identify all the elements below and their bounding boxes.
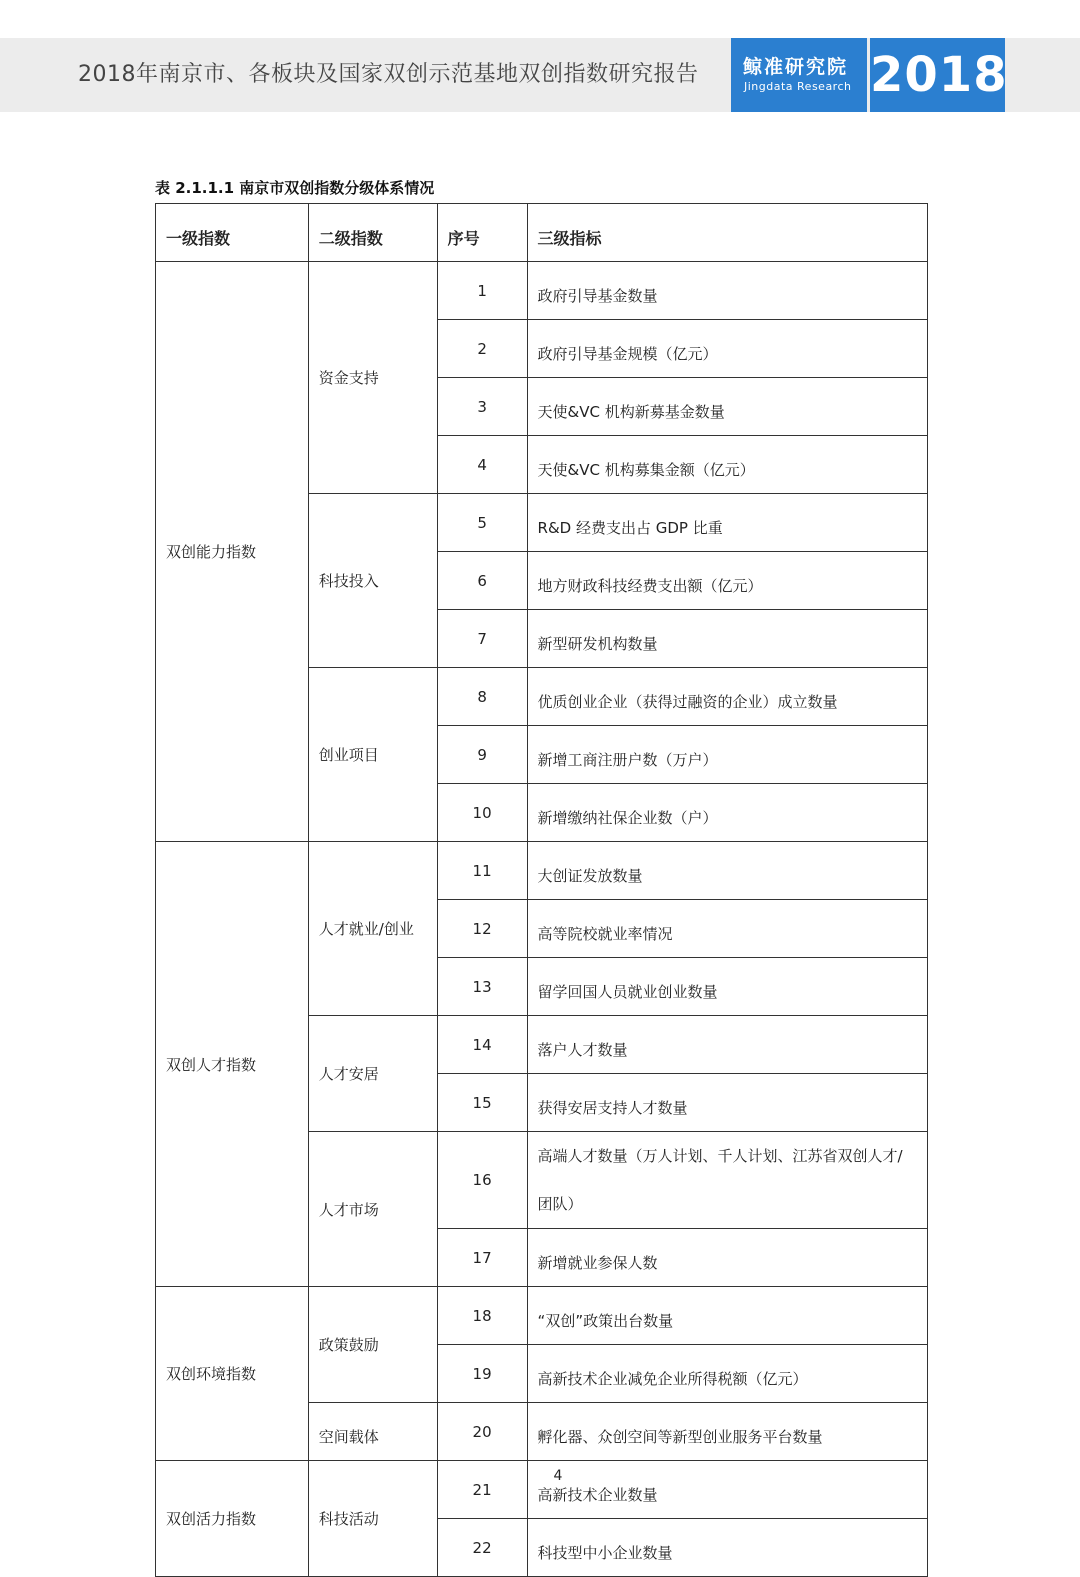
seq-cell: 13	[437, 958, 527, 1016]
level3-cell: 新增缴纳社保企业数（户）	[527, 784, 927, 842]
level1-cell: 双创人才指数	[156, 842, 309, 1287]
level1-cell: 双创活力指数	[156, 1461, 309, 1577]
seq-cell: 11	[437, 842, 527, 900]
level3-cell: R&D 经费支出占 GDP 比重	[527, 494, 927, 552]
seq-cell: 3	[437, 378, 527, 436]
seq-cell: 5	[437, 494, 527, 552]
seq-cell: 14	[437, 1016, 527, 1074]
level3-cell: 孵化器、众创空间等新型创业服务平台数量	[527, 1403, 927, 1461]
seq-cell: 22	[437, 1519, 527, 1577]
table-row	[156, 1287, 928, 1345]
seq-cell: 7	[437, 610, 527, 668]
seq-cell: 12	[437, 900, 527, 958]
brand-name-en: Jingdata Research	[744, 80, 852, 93]
level3-cell: 政府引导基金规模（亿元）	[527, 320, 927, 378]
seq-cell: 6	[437, 552, 527, 610]
level3-cell: 高新技术企业数量	[527, 1461, 927, 1519]
seq-cell: 18	[437, 1287, 527, 1345]
level3-cell: 大创证发放数量	[527, 842, 927, 900]
level2-cell: 政策鼓励	[308, 1287, 437, 1403]
level3-cell: 新增工商注册户数（万户）	[527, 726, 927, 784]
level3-cell: 优质创业企业（获得过融资的企业）成立数量	[527, 668, 927, 726]
level3-cell: 天使&VC 机构募集金额（亿元）	[527, 436, 927, 494]
level2-cell: 空间载体	[308, 1403, 437, 1461]
level3-cell: 政府引导基金数量	[527, 262, 927, 320]
level1-cell: 双创能力指数	[156, 262, 309, 842]
level3-cell: 落户人才数量	[527, 1016, 927, 1074]
seq-cell: 20	[437, 1403, 527, 1461]
header-level1: 一级指数	[156, 204, 309, 262]
level2-cell: 人才就业/创业	[308, 842, 437, 1016]
level3-cell: 高新技术企业减免企业所得税额（亿元）	[527, 1345, 927, 1403]
level2-cell: 创业项目	[308, 668, 437, 842]
level3-cell: 科技型中小企业数量	[527, 1519, 927, 1577]
year-badge: 2018	[870, 38, 1005, 112]
page-header	[0, 38, 1080, 112]
table-caption: 表 2.1.1.1 南京市双创指数分级体系情况	[155, 179, 435, 197]
level3-cell: 获得安居支持人才数量	[527, 1074, 927, 1132]
level3-cell: 高等院校就业率情况	[527, 900, 927, 958]
report-title: 2018年南京市、各板块及国家双创示范基地双创指数研究报告	[78, 62, 699, 87]
seq-cell: 10	[437, 784, 527, 842]
header-level2: 二级指数	[308, 204, 437, 262]
header-seq: 序号	[437, 204, 527, 262]
level2-cell: 科技投入	[308, 494, 437, 668]
level3-cell: 地方财政科技经费支出额（亿元）	[527, 552, 927, 610]
level3-cell: 新型研发机构数量	[527, 610, 927, 668]
level3-cell: “双创”政策出台数量	[527, 1287, 927, 1345]
seq-cell: 19	[437, 1345, 527, 1403]
table-row	[156, 842, 928, 900]
level3-cell: 留学回国人员就业创业数量	[527, 958, 927, 1016]
seq-cell: 9	[437, 726, 527, 784]
seq-cell: 2	[437, 320, 527, 378]
level3-cell: 高端人才数量（万人计划、千人计划、江苏省双创人才/团队）	[527, 1132, 927, 1229]
seq-cell: 16	[437, 1132, 527, 1229]
seq-cell: 4	[437, 436, 527, 494]
brand-name-cn: 鲸准研究院	[743, 56, 849, 78]
seq-cell: 8	[437, 668, 527, 726]
brand-logo	[731, 38, 867, 112]
level2-cell: 资金支持	[308, 262, 437, 494]
level2-cell: 人才市场	[308, 1132, 437, 1287]
level2-cell: 科技活动	[308, 1461, 437, 1577]
page-number: 4	[553, 1468, 563, 1484]
seq-cell: 21	[437, 1461, 527, 1519]
level2-cell: 人才安居	[308, 1016, 437, 1132]
seq-cell: 1	[437, 262, 527, 320]
table-row	[156, 262, 928, 320]
level3-cell: 新增就业参保人数	[527, 1229, 927, 1287]
seq-cell: 15	[437, 1074, 527, 1132]
level3-cell: 天使&VC 机构新募基金数量	[527, 378, 927, 436]
seq-cell: 17	[437, 1229, 527, 1287]
header-level3: 三级指标	[527, 204, 927, 262]
table-header-row	[156, 204, 928, 262]
level1-cell: 双创环境指数	[156, 1287, 309, 1461]
index-table	[155, 203, 928, 1577]
